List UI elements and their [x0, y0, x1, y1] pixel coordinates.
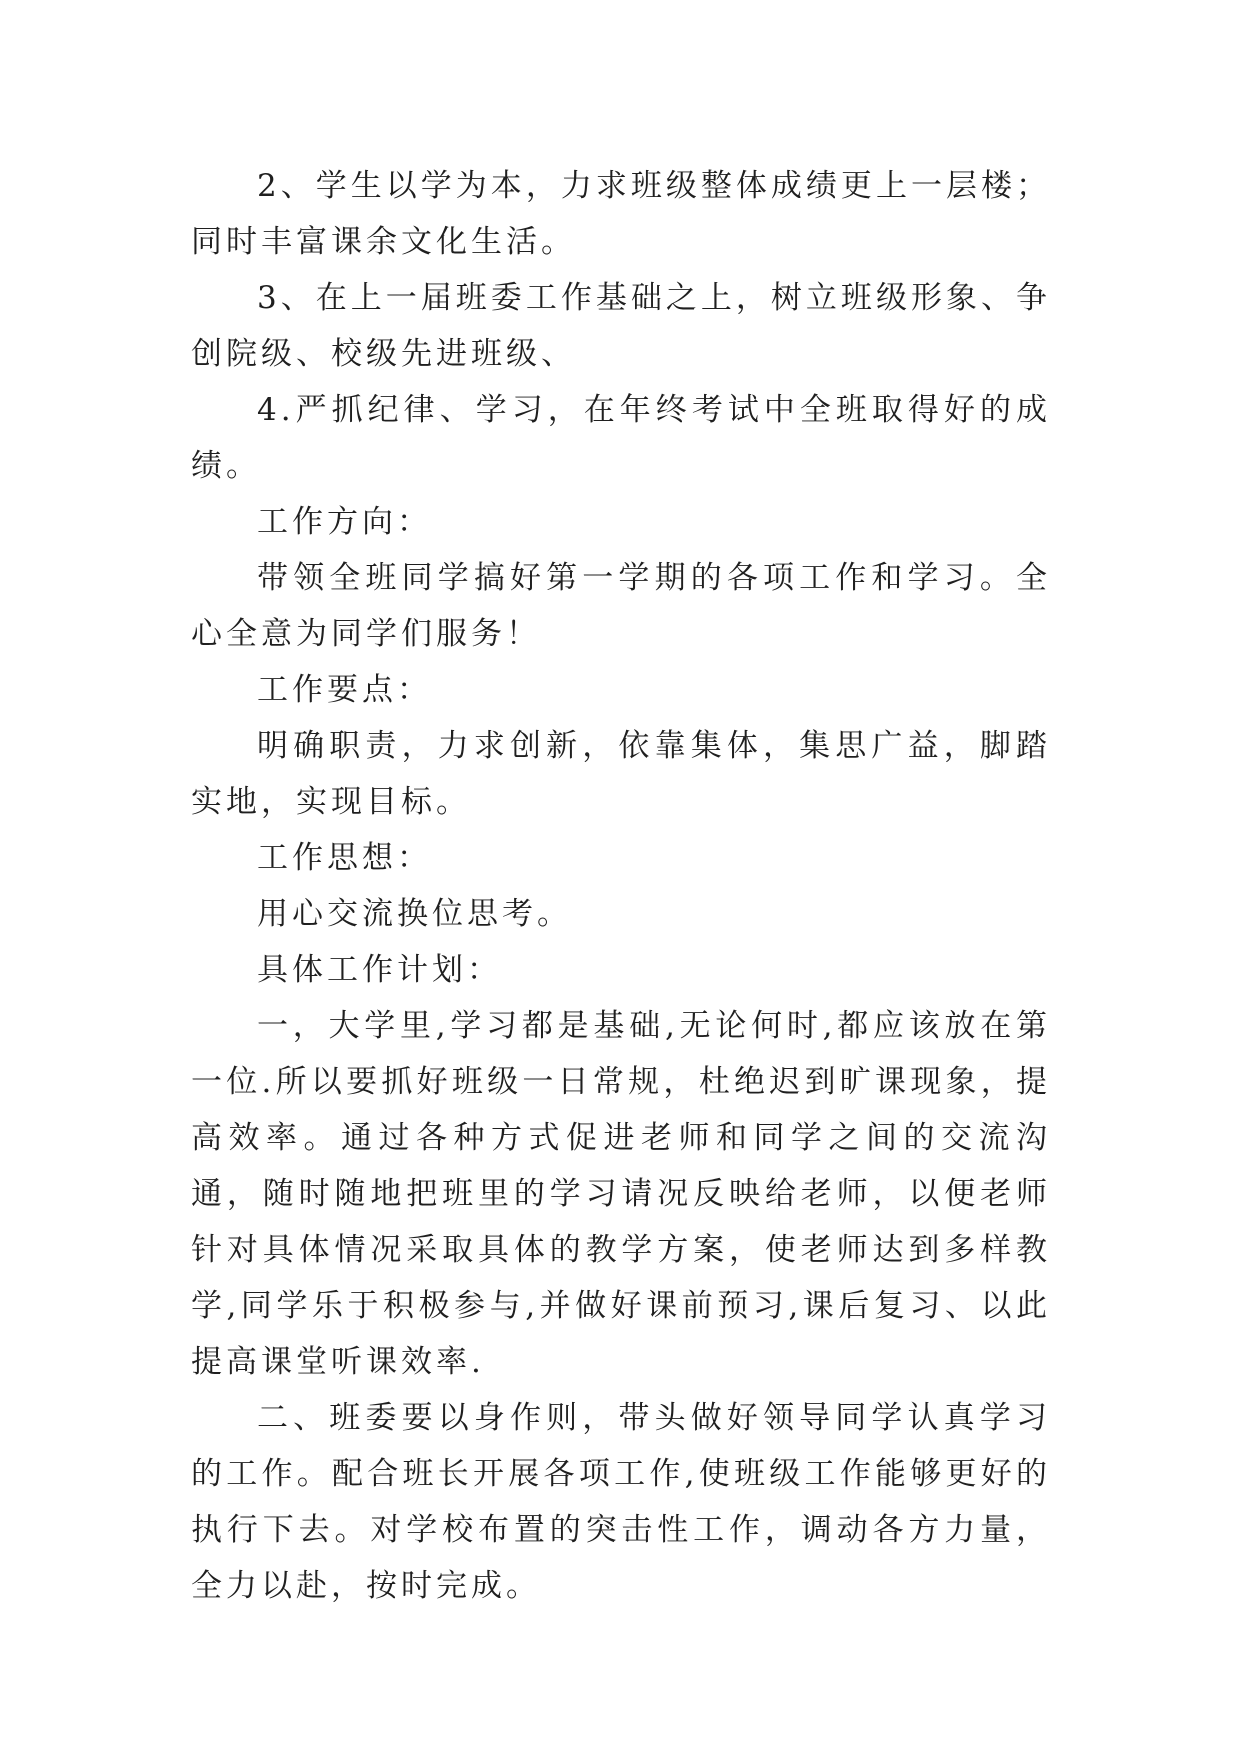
heading-work-direction: 工作方向：	[257, 504, 432, 540]
paragraph-plan-2: 二、班委要以身作则，带头做好领导同学认真学习的工作。配合班长开展各项工作,使班级工作能够更好的执行下去。对学校布置的突击性工作，调动各方力量，全力以赴，按时完成。	[191, 1400, 1051, 1604]
paragraph-work-points: 明确职责，力求创新，依靠集体，集思广益，脚踏实地，实现目标。	[191, 728, 1051, 820]
document-body	[191, 158, 1051, 1614]
paragraph-work-philosophy: 用心交流换位思考。	[257, 896, 572, 932]
paragraph-goal-2: 2、学生以学为本，力求班级整体成绩更上一层楼；同时丰富课余文化生活。	[191, 168, 1051, 260]
heading-work-points: 工作要点：	[257, 672, 432, 708]
paragraph-work-direction: 带领全班同学搞好第一学期的各项工作和学习。全心全意为同学们服务！	[191, 560, 1051, 652]
paragraph-goal-3: 3、在上一届班委工作基础之上，树立班级形象、争创院级、校级先进班级、	[191, 280, 1051, 372]
heading-work-philosophy: 工作思想：	[257, 840, 432, 876]
heading-work-plan: 具体工作计划：	[257, 952, 502, 988]
paragraph-goal-4: 4.严抓纪律、学习，在年终考试中全班取得好的成绩。	[191, 392, 1051, 484]
paragraph-plan-1: 一，大学里,学习都是基础,无论何时,都应该放在第一位.所以要抓好班级一日常规，杜绝迟到旷课现象，提高效率。通过各种方式促进老师和同学之间的交流沟通，随时随地把班里的学习请况反映给老师，以便老师针对具体情况采取具体的教学方案，使老师达到多样教学,同学乐于积极参与,并做好课前预习,课后复习、以此提高课堂听课效率.	[191, 1008, 1051, 1380]
